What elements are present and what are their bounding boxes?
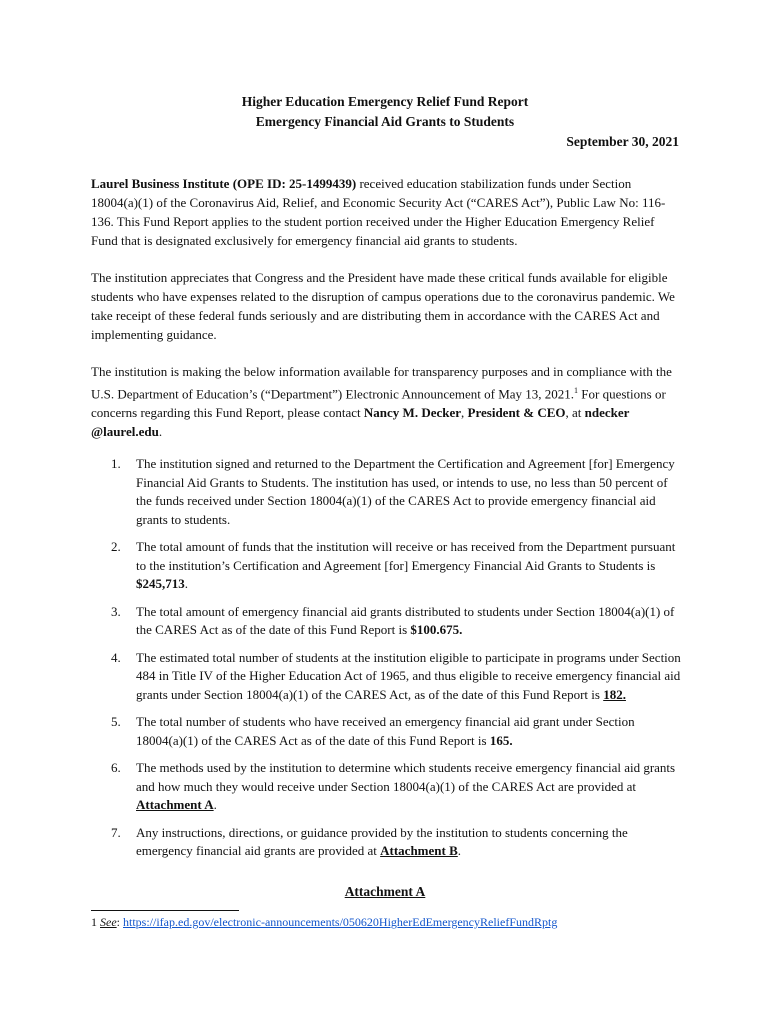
list-item xyxy=(91,824,681,861)
separator-at: , at xyxy=(565,405,585,421)
item-number: 7. xyxy=(111,824,121,840)
transparency-text: The institution is making the below information available for transparency purposes and in compliance with the U.S. Department of Education’s (“Department”) Electronic Announcement of May 13, 2021. xyxy=(91,364,672,402)
list-item xyxy=(91,603,681,640)
period: . xyxy=(457,843,462,858)
list-item xyxy=(91,649,681,705)
contact-title: President & CEO xyxy=(467,405,566,421)
students-received-value: 165. xyxy=(489,732,513,748)
item-number: 5. xyxy=(111,714,121,729)
report-items-list xyxy=(91,455,681,870)
footnote-colon: : xyxy=(116,915,123,929)
contact-intro: For questions or concerns regarding this Fund Report, please contact xyxy=(91,386,666,421)
funds-received-value: $245,713 xyxy=(136,576,185,591)
list-item xyxy=(91,455,681,529)
footnote-number: 1 xyxy=(91,915,97,929)
report-subtitle: Emergency Financial Aid Grants to Students xyxy=(255,114,515,129)
item-text: The total amount of funds that the institution will receive or has received from the Department pursuant to the institution’s Certification and Agreement [for] Emergency Financial Aid Grants to Students is xyxy=(136,539,676,573)
appreciation-paragraph: The institution appreciates that Congress and the President have made these critical funds available for eligible students who have expenses related to the disruption of campus operations due to the coronavirus pandemic. We take receipt of these federal funds seriously and are distributing them in accordance with the CARES Act and implementing guidance. xyxy=(91,270,675,342)
footnote xyxy=(91,914,557,930)
item-text: The estimated total number of students at the institution eligible to participate in programs under Section 484 in Title IV of the Higher Education Act of 1965, and thus eligible to receive emergency financial aid grants under Section 18004(a)(1) of the CARES Act, as of the date of this Fund Report is xyxy=(136,649,681,702)
period: . xyxy=(213,797,217,812)
item-text: The institution signed and returned to the Department the Certification and Agreement [for] Emergency Financial Aid Grants to Students. The institution has used, or intends to use, no less than 50 percent of the funds received under Section 18004(a)(1) of the CARES Act to provide emergency financial aid grants to students. xyxy=(136,456,675,527)
intro-text: received education stabilization funds under Section 18004(a)(1) of the Coronavirus Aid, Relief, and Economic Security Act (“CARES Act”), Public Law No: 116-136. This Fund Report applies to the student portion received under the Higher Education Emergency Relief Fund that is designated exclusively for emergency financial aid grants to students. xyxy=(91,176,666,248)
contact-email[interactable]: ndecker @laurel.edu xyxy=(91,405,630,440)
item-text: The total number of students who have received an emergency financial aid grant under Section 18004(a)(1) of the CARES Act as of the date of this Fund Report is xyxy=(136,714,635,748)
item-number: 2. xyxy=(111,539,121,554)
separator: , xyxy=(461,405,468,421)
list-item xyxy=(91,713,681,750)
report-title: Higher Education Emergency Relief Fund Report xyxy=(241,94,529,109)
item-text: Any instructions, directions, or guidance provided by the institution to students concerning the emergency financial aid grants are provided at xyxy=(136,824,628,858)
item-text: The methods used by the institution to determine which students receive emergency financial aid grants and how much they would receive under Section 18004(a)(1) of the CARES Act are provided at xyxy=(136,760,676,794)
list-item xyxy=(91,538,681,594)
attachment-a-heading: Attachment A xyxy=(344,884,426,899)
item-number: 4. xyxy=(111,649,121,665)
footnote-divider xyxy=(91,910,239,911)
contact-name: Nancy M. Decker xyxy=(363,405,462,421)
attachment-a-reference[interactable]: Attachment A xyxy=(136,797,214,812)
period: . xyxy=(184,576,188,591)
attachment-b-reference[interactable]: Attachment B xyxy=(380,843,458,858)
item-number: 6. xyxy=(111,760,121,775)
item-text: The total amount of emergency financial aid grants distributed to students under Section 18004(a)(1) of the CARES Act as of the date of this Fund Report is xyxy=(136,603,675,637)
grants-distributed-value: $100.675. xyxy=(410,622,463,637)
list-item xyxy=(91,759,681,815)
footnote-ref: 1 xyxy=(574,386,579,395)
item-number: 1. xyxy=(111,456,121,471)
intro-paragraph xyxy=(91,174,681,250)
footnote-link[interactable]: https://ifap.ed.gov/electronic-announcements/050620HigherEdEmergencyReliefFundRptg xyxy=(123,915,558,929)
period: . xyxy=(158,424,163,440)
eligible-students-value: 182. xyxy=(603,686,626,702)
institution-name: Laurel Business Institute (OPE ID: 25-1499439) xyxy=(91,176,357,191)
report-date: September 30, 2021 xyxy=(566,134,679,149)
transparency-paragraph xyxy=(91,362,681,441)
item-number: 3. xyxy=(111,603,121,619)
footnote-see: See xyxy=(100,915,117,929)
